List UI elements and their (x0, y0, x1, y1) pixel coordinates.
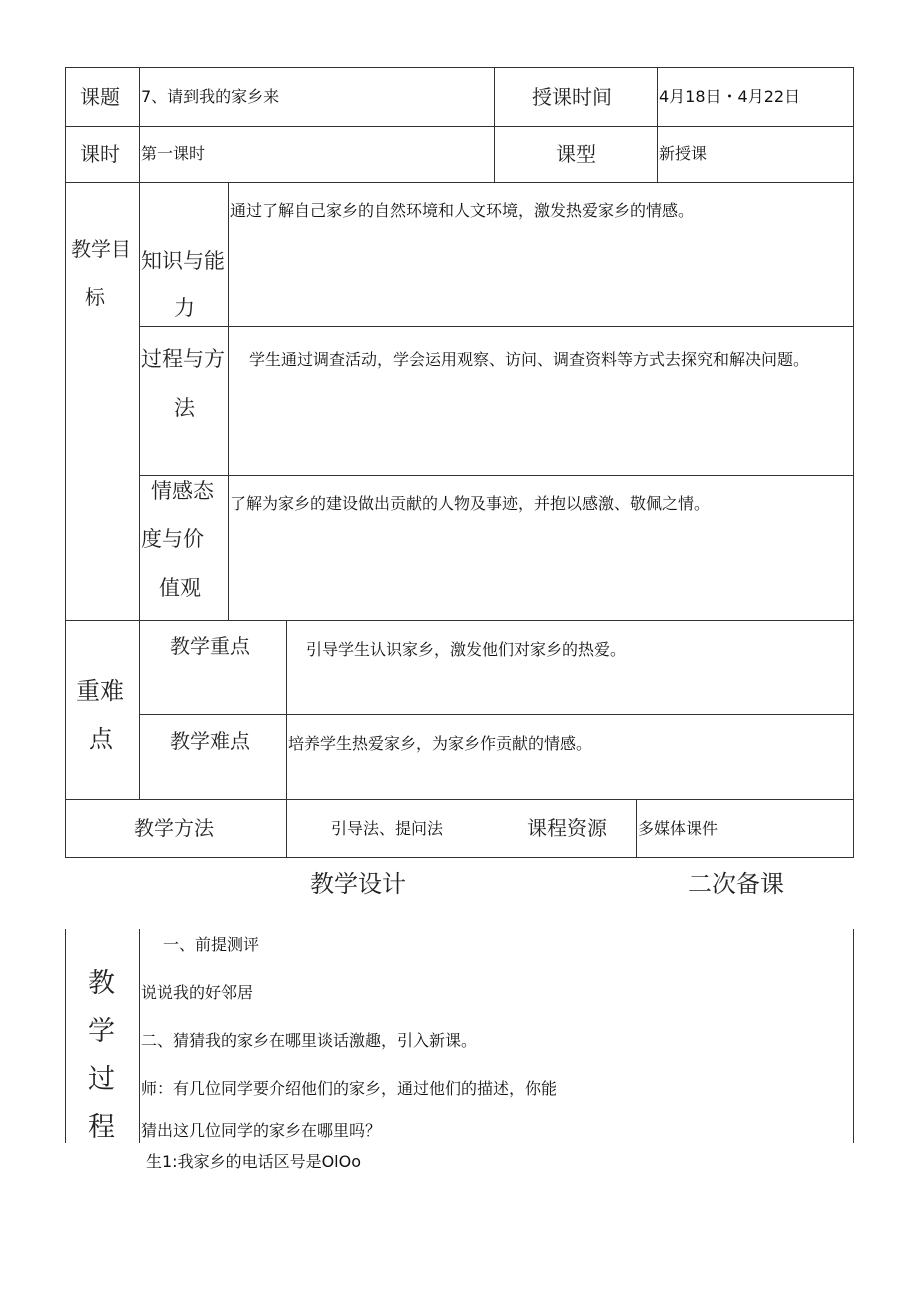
objectives-label-line2: 标 (85, 285, 105, 309)
focus-label: 教学重点 (170, 634, 250, 658)
objective-text: 学生通过调查活动，学会运用观察、访问、调查资料等方式去探究和解决问题。 (249, 350, 810, 369)
objective-category-line: 过程与方 (141, 347, 225, 371)
period-label: 课时 (80, 142, 120, 166)
process-label-char: 教 (88, 968, 115, 999)
resources-value: 多媒体课件 (638, 819, 719, 838)
objectives-label-line1: 教学目 (71, 237, 131, 261)
methods-value: 引导法、提问法 (331, 819, 444, 838)
topic-label: 课题 (80, 85, 120, 109)
process-label-char: 过 (88, 1064, 115, 1095)
objective-text: 通过了解自己家乡的自然环境和人文环境，激发热爱家乡的情感。 (230, 201, 695, 220)
process-line: 师：有几位同学要介绍他们的家乡，通过他们的描述，你能 (141, 1079, 558, 1098)
process-line: 说说我的好邻居 (141, 983, 254, 1002)
secondary-prep-title: 二次备课 (688, 870, 784, 898)
process-line: 二、猜猜我的家乡在哪里谈话激趣，引入新课。 (141, 1031, 478, 1050)
objective-category-line: 值观 (159, 576, 201, 600)
process-label-char: 程 (88, 1112, 115, 1143)
design-title: 教学设计 (310, 870, 406, 898)
objective-category-line: 法 (174, 396, 195, 420)
time-label: 授课时间 (532, 85, 612, 109)
objective-text: 了解为家乡的建设做出贡献的人物及事迹，并抱以感激、敬佩之情。 (230, 494, 711, 513)
focus-text: 引导学生认识家乡，激发他们对家乡的热爱。 (306, 640, 627, 659)
type-value: 新授课 (659, 144, 708, 163)
key-points-label-line2: 点 (89, 725, 113, 753)
objective-category-line: 度与价 (141, 527, 204, 551)
key-points-label-line1: 重难 (76, 677, 124, 705)
time-value: 4月18日・4月22日 (659, 87, 801, 106)
period-value: 第一课时 (141, 144, 206, 163)
topic-value: 7、请到我的家乡来 (141, 87, 280, 106)
type-label: 课型 (556, 142, 596, 166)
process-line: 生1:我家乡的电话区号是OlOo (146, 1152, 361, 1171)
difficulty-label: 教学难点 (170, 729, 250, 753)
methods-label: 教学方法 (134, 816, 214, 840)
resources-label: 课程资源 (527, 816, 607, 840)
objective-category-line: 力 (174, 296, 195, 320)
objective-category-line: 情感态 (151, 479, 214, 503)
process-line: 猜出这几位同学的家乡在哪里吗？ (141, 1121, 382, 1140)
difficulty-text: 培养学生热爱家乡，为家乡作贡献的情感。 (288, 734, 593, 753)
process-label-char: 学 (88, 1016, 115, 1047)
process-line: 一、前提测评 (163, 935, 260, 954)
objective-category-line: 知识与能 (141, 249, 225, 273)
